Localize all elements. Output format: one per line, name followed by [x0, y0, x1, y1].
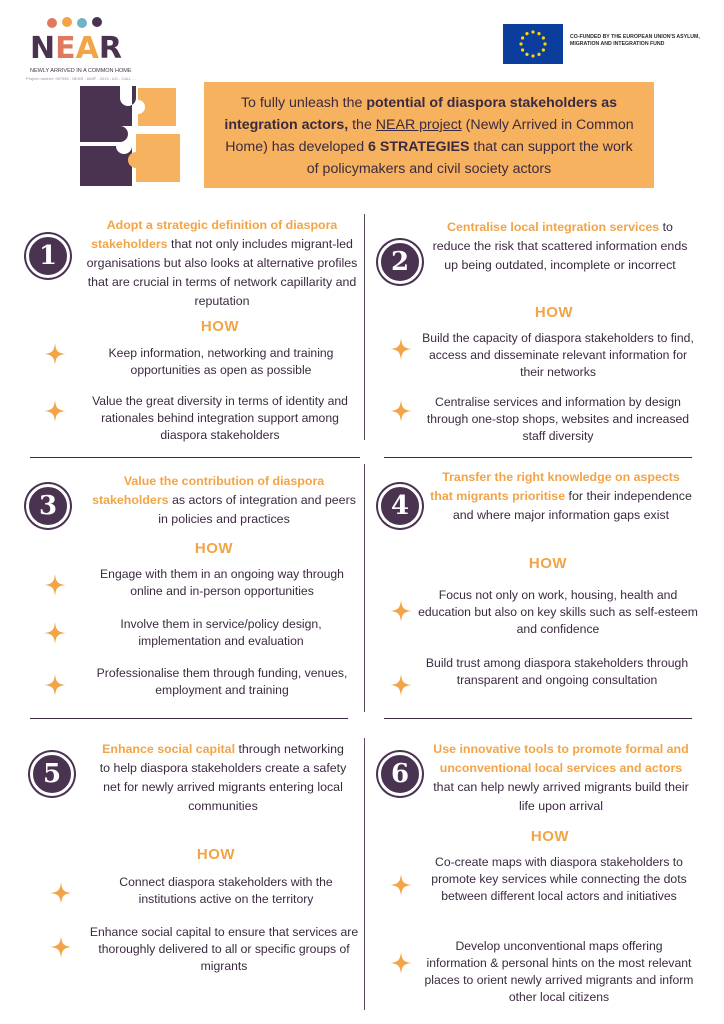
eu-star-icon — [521, 36, 524, 39]
sparkle-star-icon — [44, 343, 66, 365]
how-heading: HOW — [534, 304, 574, 321]
column-divider — [364, 464, 365, 712]
strategy-bullet: Enhance social capital to ensure that services are thoroughly delivered to all or specific groups of migrants — [89, 925, 359, 973]
strategy-bullet: Engage with them in an ongoing way through online and in-person opportunities — [100, 567, 344, 598]
eu-star-icon — [531, 30, 534, 33]
sparkle-star-icon — [390, 600, 412, 622]
eu-funding-text: CO-FUNDED BY THE EUROPEAN UNION'S ASYLUM, MIGRATION AND INTEGRATION FUND — [570, 34, 700, 47]
eu-star-icon — [543, 42, 546, 45]
section-divider — [384, 718, 692, 719]
sparkle-star-icon — [390, 874, 412, 896]
near-project-link[interactable]: NEAR project — [375, 117, 462, 133]
strategy-number-badge: 1 — [26, 234, 70, 278]
eu-star-icon — [521, 48, 524, 51]
puzzle-icon — [76, 82, 186, 192]
column-divider — [364, 214, 365, 440]
logo-wordmark: NEAR — [30, 31, 122, 66]
logo-tagline: NEWLY ARRIVED IN A COMMON HOME — [30, 68, 132, 74]
strategy-number-badge: 2 — [378, 240, 422, 284]
how-heading: HOW — [530, 828, 570, 845]
strategy-number-badge: 4 — [378, 484, 422, 528]
sparkle-star-icon — [50, 882, 72, 904]
strategy-number-badge: 6 — [378, 752, 422, 796]
column-divider — [364, 738, 365, 1010]
strategy-description: Use innovative tools to promote formal and unconventional local services and actors that can help newly arrived migrants build their life upon arrival — [433, 742, 689, 813]
sparkle-star-icon — [390, 338, 412, 360]
map-pins-icon — [42, 16, 112, 32]
section-divider — [30, 718, 348, 719]
how-heading: HOW — [200, 318, 240, 335]
strategy-bullet: Involve them in service/policy design, implementation and evaluation — [120, 617, 322, 648]
strategy-description: Value the contribution of diaspora stakeholders as actors of integration and peers in policies and practices — [92, 474, 356, 526]
section-divider — [30, 457, 360, 458]
how-heading: HOW — [528, 555, 568, 572]
eu-star-icon — [542, 48, 545, 51]
project-number: Project number: 957956 - NEAR - AMIF - 2019 - AG - CALL ... — [26, 76, 136, 81]
eu-star-icon — [525, 32, 528, 35]
sparkle-star-icon — [44, 674, 66, 696]
sparkle-star-icon — [390, 674, 412, 696]
strategy-number-badge: 3 — [26, 484, 70, 528]
section-divider — [384, 457, 692, 458]
strategy-bullet: Professionalise them through funding, venues, employment and training — [96, 666, 348, 697]
strategy-description: Centralise local integration services to reduce the risk that scattered information ends up being outdated, incomplete or incorrect — [432, 220, 688, 272]
strategy-bullet: Focus not only on work, housing, health and education but also on key skills such as self-esteem and confidence — [418, 588, 698, 636]
strategy-description: Enhance social capital through networking to help diaspora stakeholders create a safety net for newly arrived migrants entering local communities — [99, 742, 347, 813]
sparkle-star-icon — [44, 574, 66, 596]
sparkle-star-icon — [390, 952, 412, 974]
strategy-description: Transfer the right knowledge on aspects that migrants prioritise for their independence and where major information gaps exist — [430, 470, 692, 522]
eu-star-icon — [531, 54, 534, 57]
how-heading: HOW — [196, 846, 236, 863]
strategy-bullet: Build trust among diaspora stakeholders through transparent and ongoing consultation — [425, 656, 689, 687]
sparkle-star-icon — [50, 936, 72, 958]
how-heading: HOW — [194, 540, 234, 557]
intro-box: To fully unleash the potential of diaspora stakeholders as integration actors, the NEAR project (Newly Arrived in Common Home) has developed 6 STRATEGIES that can support the work of policymakers and civil society actors — [204, 82, 654, 188]
near-logo — [26, 20, 136, 81]
sparkle-star-icon — [390, 400, 412, 422]
strategy-bullet: Connect diaspora stakeholders with the institutions active on the territory — [119, 875, 333, 906]
eu-flag-icon — [503, 24, 563, 64]
strategy-bullet: Build the capacity of diaspora stakeholders to find, access and disseminate relevant information for their networks — [422, 331, 694, 379]
strategy-bullet: Co-create maps with diaspora stakeholders to promote key services while connecting the dots between different local actors and initiatives — [431, 855, 687, 903]
strategy-bullet: Keep information, networking and training opportunities as open as possible — [108, 346, 334, 377]
strategy-number-badge: 5 — [30, 752, 74, 796]
strategy-bullet: Value the great diversity in terms of identity and rationales behind integration support among diaspora stakeholders — [92, 394, 348, 442]
eu-star-icon — [525, 53, 528, 56]
strategy-description: Adopt a strategic definition of diaspora stakeholders that not only includes migrant-led organisations but also looks at alternative profiles that are crucial in terms of network capillarity and reputation — [86, 218, 358, 308]
sparkle-star-icon — [44, 400, 66, 422]
strategy-bullet: Centralise services and information by design through one-stop shops, websites and increased staff diversity — [426, 395, 690, 443]
strategy-bullet: Develop unconventional maps offering information & personal hints on the most relevant places to orient newly arrived migrants and inform other local citizens — [424, 939, 694, 1004]
eu-star-icon — [519, 42, 522, 45]
eu-star-icon — [537, 32, 540, 35]
eu-star-icon — [537, 53, 540, 56]
sparkle-star-icon — [44, 622, 66, 644]
eu-star-icon — [542, 36, 545, 39]
